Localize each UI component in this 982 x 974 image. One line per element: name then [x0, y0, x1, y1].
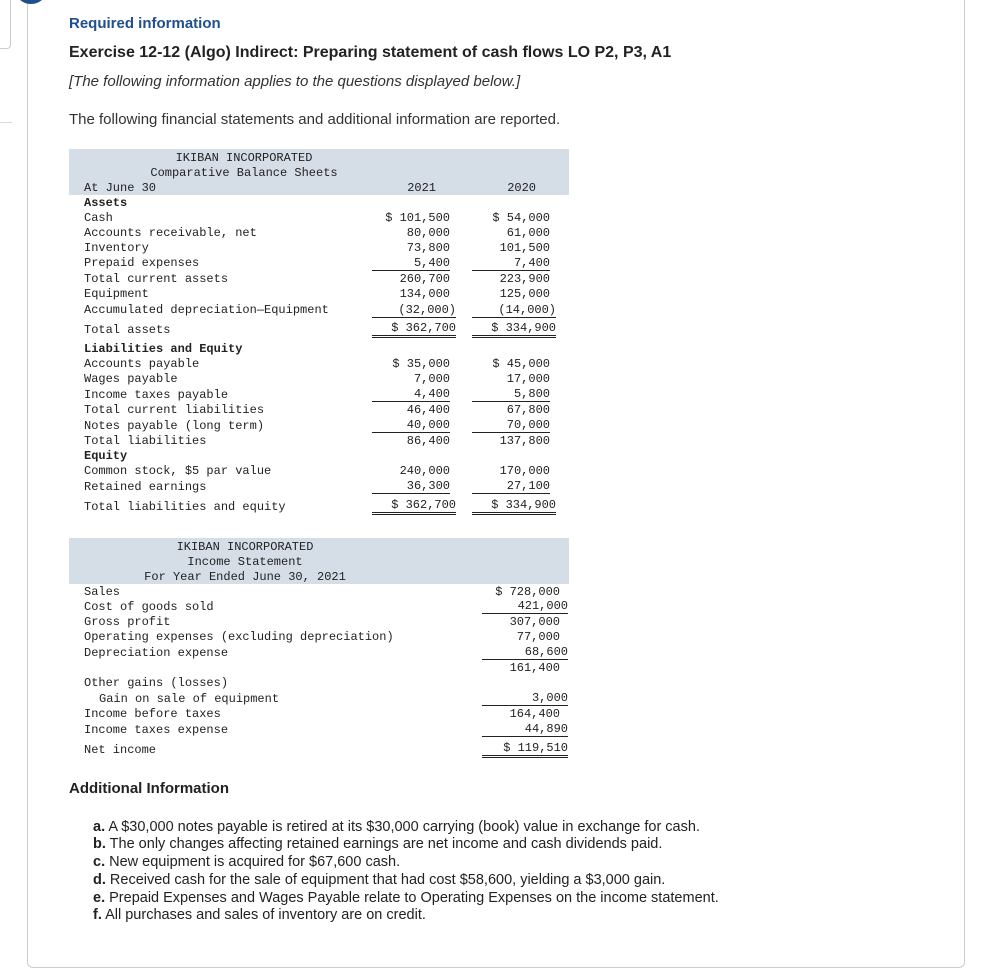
item-letter: c.	[93, 854, 106, 870]
is-row-label: Depreciation expense	[84, 646, 229, 660]
is-row-amount: $ 119,510	[482, 741, 568, 758]
is-row-label: Gain on sale of equipment	[99, 692, 280, 706]
bs-row-2021: 36,300	[372, 479, 450, 494]
is-row-label: Cost of goods sold	[84, 600, 214, 614]
bs-row-2020: 70,000	[472, 418, 550, 433]
item-text: Received cash for the sale of equipment that had cost $58,600, yielding a $3,000 gain.	[109, 872, 666, 888]
bs-row-2021: 73,800	[406, 241, 450, 255]
intro-text: The following financial statements and additional information are reported.	[69, 111, 561, 128]
bs-row-label: Cash	[84, 211, 113, 225]
item-text: Prepaid Expenses and Wages Payable relate to Operating Expenses on the income statement.	[109, 890, 719, 906]
item-letter: d.	[93, 872, 106, 888]
bs-row-label: Prepaid expenses	[84, 256, 200, 270]
bs-assets-heading: Assets	[84, 196, 128, 210]
bs-row-2021: 134,000	[399, 287, 450, 301]
is-row-amount: 77,000	[516, 630, 560, 644]
bs-row-label: Equipment	[84, 287, 149, 301]
bs-row-2021: 4,400	[372, 387, 450, 402]
bs-row-2021: $ 362,700	[372, 321, 456, 338]
bs-row-2020: 101,500	[499, 241, 550, 255]
bs-row-label: Total current liabilities	[84, 403, 265, 417]
bs-title: Comparative Balance Sheets	[150, 166, 338, 180]
is-row-amount: 421,000	[482, 599, 568, 614]
bs-liabilities-heading: Liabilities and Equity	[84, 342, 243, 356]
is-period: For Year Ended June 30, 2021	[144, 570, 346, 584]
is-title: Income Statement	[187, 555, 303, 569]
item-text: All purchases and sales of inventory are on credit.	[105, 907, 426, 923]
bs-row-2021: $ 101,500	[385, 211, 450, 225]
side-divider	[0, 122, 12, 123]
bs-row-2021: 240,000	[399, 464, 450, 478]
bs-row-2020: 223,900	[499, 272, 550, 286]
bs-col-2020: 2020	[507, 181, 536, 195]
required-information-heading: Required information	[69, 15, 221, 32]
item-text: A $30,000 notes payable is retired at its $30,000 carrying (book) value in exchange for cash.	[108, 819, 700, 835]
bs-row-2021: 5,400	[372, 256, 450, 271]
bs-row-2020: 27,100	[472, 479, 550, 494]
bs-row-2021: 46,400	[406, 403, 450, 417]
bs-row-2021: 40,000	[372, 418, 450, 433]
exercise-title: Exercise 12-12 (Algo) Indirect: Preparing statement of cash flows LO P2, P3, A1	[69, 44, 672, 61]
additional-item	[93, 854, 400, 870]
additional-item	[93, 907, 426, 923]
bs-row-2020: 17,000	[506, 372, 550, 386]
additional-information-heading: Additional Information	[69, 780, 229, 797]
is-row-amount: 68,600	[482, 645, 568, 660]
bs-row-label: Total liabilities	[84, 434, 207, 448]
item-letter: b.	[93, 836, 106, 852]
bs-row-label: Income taxes payable	[84, 388, 229, 402]
bs-row-label: Notes payable (long term)	[84, 419, 265, 433]
item-letter: f.	[93, 907, 102, 923]
bs-row-2020: 7,400	[472, 256, 550, 271]
is-row-label: Sales	[84, 585, 121, 599]
side-tab	[0, 0, 11, 49]
additional-item	[93, 890, 719, 906]
is-row-label: Other gains (losses)	[84, 676, 229, 690]
item-letter: e.	[93, 890, 106, 906]
bs-row-2021: 86,400	[406, 434, 450, 448]
item-letter: a.	[93, 819, 106, 835]
is-row-label: Net income	[84, 743, 157, 757]
is-row-label: Income taxes expense	[84, 723, 229, 737]
bs-row-2020: $ 54,000	[492, 211, 550, 225]
bs-row-label: Inventory	[84, 241, 149, 255]
item-text: The only changes affecting retained earnings are net income and cash dividends paid.	[109, 836, 663, 852]
is-row-amount: 3,000	[482, 691, 568, 706]
bs-row-label: Accounts receivable, net	[84, 226, 257, 240]
bs-row-2020: 170,000	[499, 464, 550, 478]
bs-row-label: Accounts payable	[84, 357, 200, 371]
bs-row-2020: $ 334,900	[472, 321, 556, 338]
bs-row-label: Common stock, $5 par value	[84, 464, 272, 478]
bs-row-label: Retained earnings	[84, 480, 207, 494]
bs-row-2020: $ 334,900	[472, 498, 556, 515]
bs-row-2020: 125,000	[499, 287, 550, 301]
additional-item	[93, 872, 665, 888]
is-row-amount: 307,000	[509, 615, 560, 629]
is-row-amount: 161,400	[509, 661, 560, 675]
bs-row-label: Total assets	[84, 323, 171, 337]
bs-row-2020: $ 45,000	[492, 357, 550, 371]
bs-row-2020: 137,800	[499, 434, 550, 448]
additional-item	[93, 836, 662, 852]
bs-row-2021: 260,700	[399, 272, 450, 286]
bs-row-2020: (14,000)	[472, 303, 556, 318]
is-row-label: Gross profit	[84, 615, 171, 629]
bs-row-label: Wages payable	[84, 372, 178, 386]
is-row-amount: 44,890	[482, 722, 568, 737]
bs-row-2021: 80,000	[406, 226, 450, 240]
is-row-label: Operating expenses (excluding depreciation)	[84, 630, 394, 644]
item-text: New equipment is acquired for $67,600 cash.	[109, 854, 401, 870]
bs-row-2021: 7,000	[413, 372, 450, 386]
bs-row-2021: $ 362,700	[372, 498, 456, 515]
bs-equity-heading: Equity	[84, 449, 128, 463]
bs-row-label: Total liabilities and equity	[84, 500, 286, 514]
bs-date-label: At June 30	[84, 181, 157, 195]
bs-row-label: Total current assets	[84, 272, 229, 286]
bs-row-label: Accumulated depreciation—Equipment	[84, 303, 329, 317]
bs-row-2021: $ 35,000	[392, 357, 450, 371]
bs-row-2021: (32,000)	[372, 303, 456, 318]
bs-row-2020: 5,800	[472, 387, 550, 402]
additional-item	[93, 819, 700, 835]
info-note: [The following information applies to the questions displayed below.]	[69, 73, 521, 90]
bs-col-2021: 2021	[407, 181, 436, 195]
is-row-amount: $ 728,000	[495, 585, 560, 599]
bs-company: IKIBAN INCORPORATED	[175, 151, 313, 165]
is-row-label: Income before taxes	[84, 707, 221, 721]
bs-row-2020: 67,800	[506, 403, 550, 417]
is-company: IKIBAN INCORPORATED	[176, 540, 314, 554]
is-row-amount: 164,400	[509, 707, 560, 721]
bs-row-2020: 61,000	[506, 226, 550, 240]
